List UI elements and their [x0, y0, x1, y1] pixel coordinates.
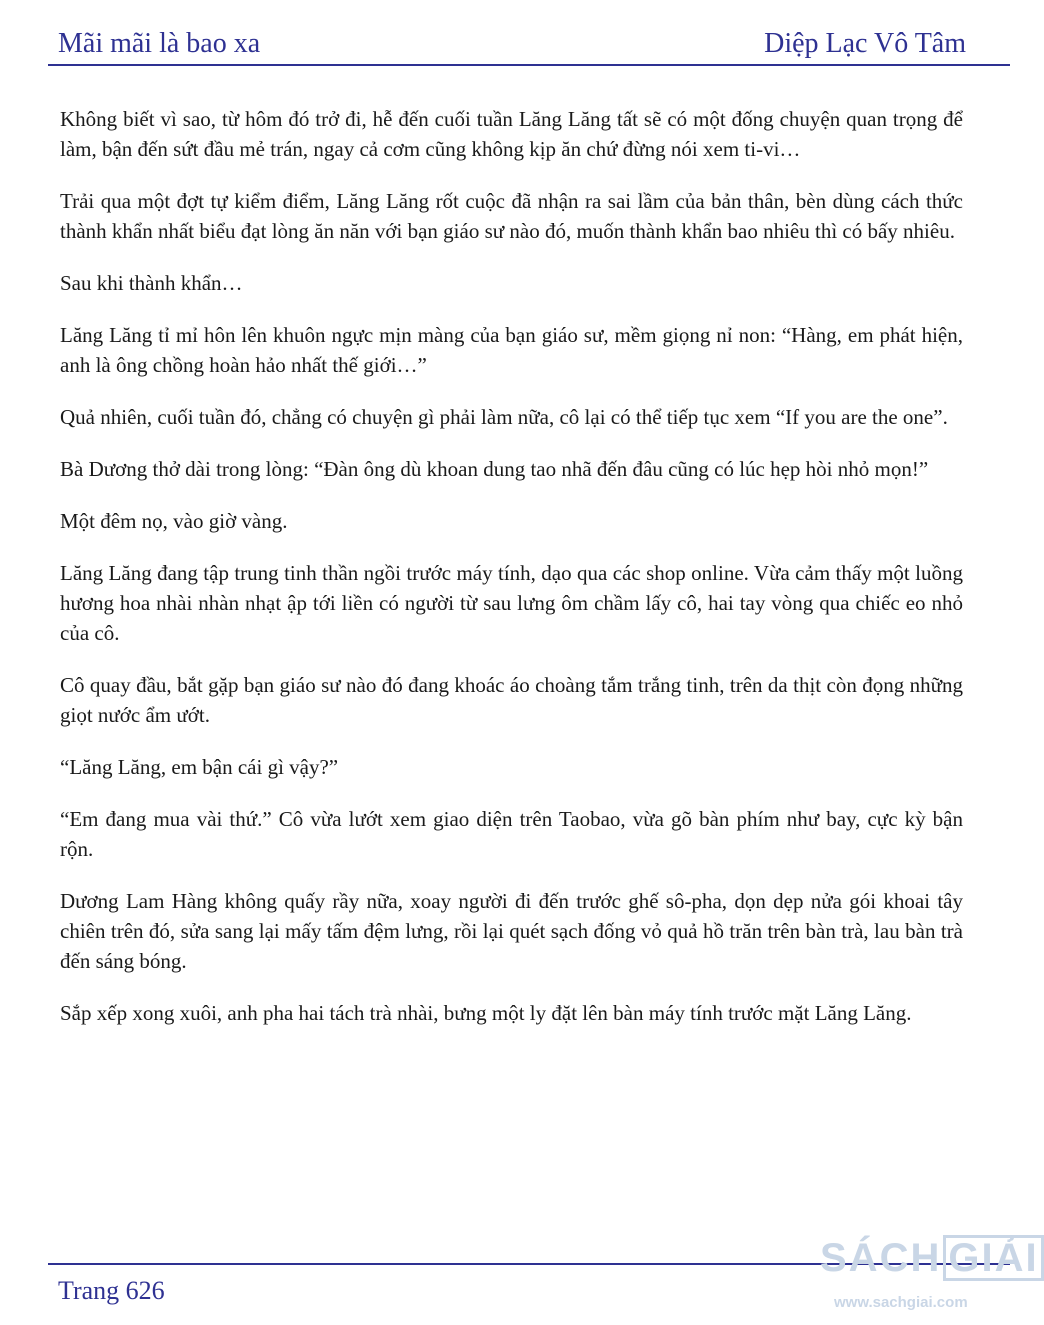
paragraph: Cô quay đầu, bắt gặp bạn giáo sư nào đó đang khoác áo choàng tắm trắng tinh, trên da thịt còn đọng những giọt nước ẩm ướt. [60, 673, 963, 727]
author-name: Diệp Lạc Vô Tâm [764, 28, 966, 59]
paragraph: Bà Dương thở dài trong lòng: “Đàn ông dù khoan dung tao nhã đến đâu cũng có lúc hẹp hòi nhỏ mọn!” [60, 457, 929, 481]
watermark-logo-text-b: GIẢI [943, 1235, 1043, 1281]
paragraph: Không biết vì sao, từ hôm đó trở đi, hễ đến cuối tuần Lăng Lăng tất sẽ có một đống chuyện quan trọng để làm, bận đến sứt đầu mẻ trán, ngay cả cơm cũng không kịp ăn chứ đừng nói xem ti-vi… [60, 107, 963, 161]
watermark-logo-text-a: SÁCH [820, 1236, 942, 1280]
paragraph: “Em đang mua vài thứ.” Cô vừa lướt xem giao diện trên Taobao, vừa gõ bàn phím như bay, cực kỳ bận rộn. [60, 807, 963, 861]
paragraph: Một đêm nọ, vào giờ vàng. [60, 509, 288, 533]
paragraph: Sắp xếp xong xuôi, anh pha hai tách trà nhài, bưng một ly đặt lên bàn máy tính trước mặt Lăng Lăng. [60, 1001, 912, 1025]
paragraph: Lăng Lăng tỉ mỉ hôn lên khuôn ngực mịn màng của bạn giáo sư, mềm giọng nỉ non: “Hàng, em phát hiện, anh là ông chồng hoàn hảo nhất thế giới…” [60, 323, 963, 377]
page-number: Trang 626 [58, 1276, 165, 1305]
paragraph: “Lăng Lăng, em bận cái gì vậy?” [60, 755, 339, 779]
paragraph: Dương Lam Hàng không quấy rầy nữa, xoay người đi đến trước ghế sô-pha, dọn dẹp nửa gói khoai tây chiên trên đó, sửa sang lại mấy tấm đệm lưng, rồi lại quét sạch đống vỏ quả hồ trăn trên bàn trà, lau bàn trà đến sáng bóng. [60, 889, 963, 973]
book-title: Mãi mãi là bao xa [58, 28, 261, 59]
paragraph: Trải qua một đợt tự kiểm điểm, Lăng Lăng rốt cuộc đã nhận ra sai lầm của bản thân, bèn dùng cách thức thành khẩn nhất biểu đạt lòng ăn năn với bạn giáo sư nào đó, muốn thành khẩn bao nhiêu thì có bấy nhiêu. [60, 189, 963, 243]
watermark-url: www.sachgiai.com [834, 1294, 968, 1311]
page-header [58, 24, 966, 64]
document-body [60, 104, 963, 1050]
watermark-logo-text [820, 1232, 1044, 1284]
paragraph: Quả nhiên, cuối tuần đó, chẳng có chuyện gì phải làm nữa, cô lại có thể tiếp tục xem “If you are the one”. [60, 405, 948, 429]
header-divider [48, 64, 1010, 66]
watermark-logo [816, 1228, 1039, 1325]
paragraph: Sau khi thành khẩn… [60, 271, 243, 295]
paragraph: Lăng Lăng đang tập trung tinh thần ngồi trước máy tính, dạo qua các shop online. Vừa cảm thấy một luồng hương hoa nhài nhàn nhạt ập tới liền có người từ sau lưng ôm chầm lấy cô, hai tay vòng qua chiếc eo nhỏ của cô. [60, 561, 963, 645]
